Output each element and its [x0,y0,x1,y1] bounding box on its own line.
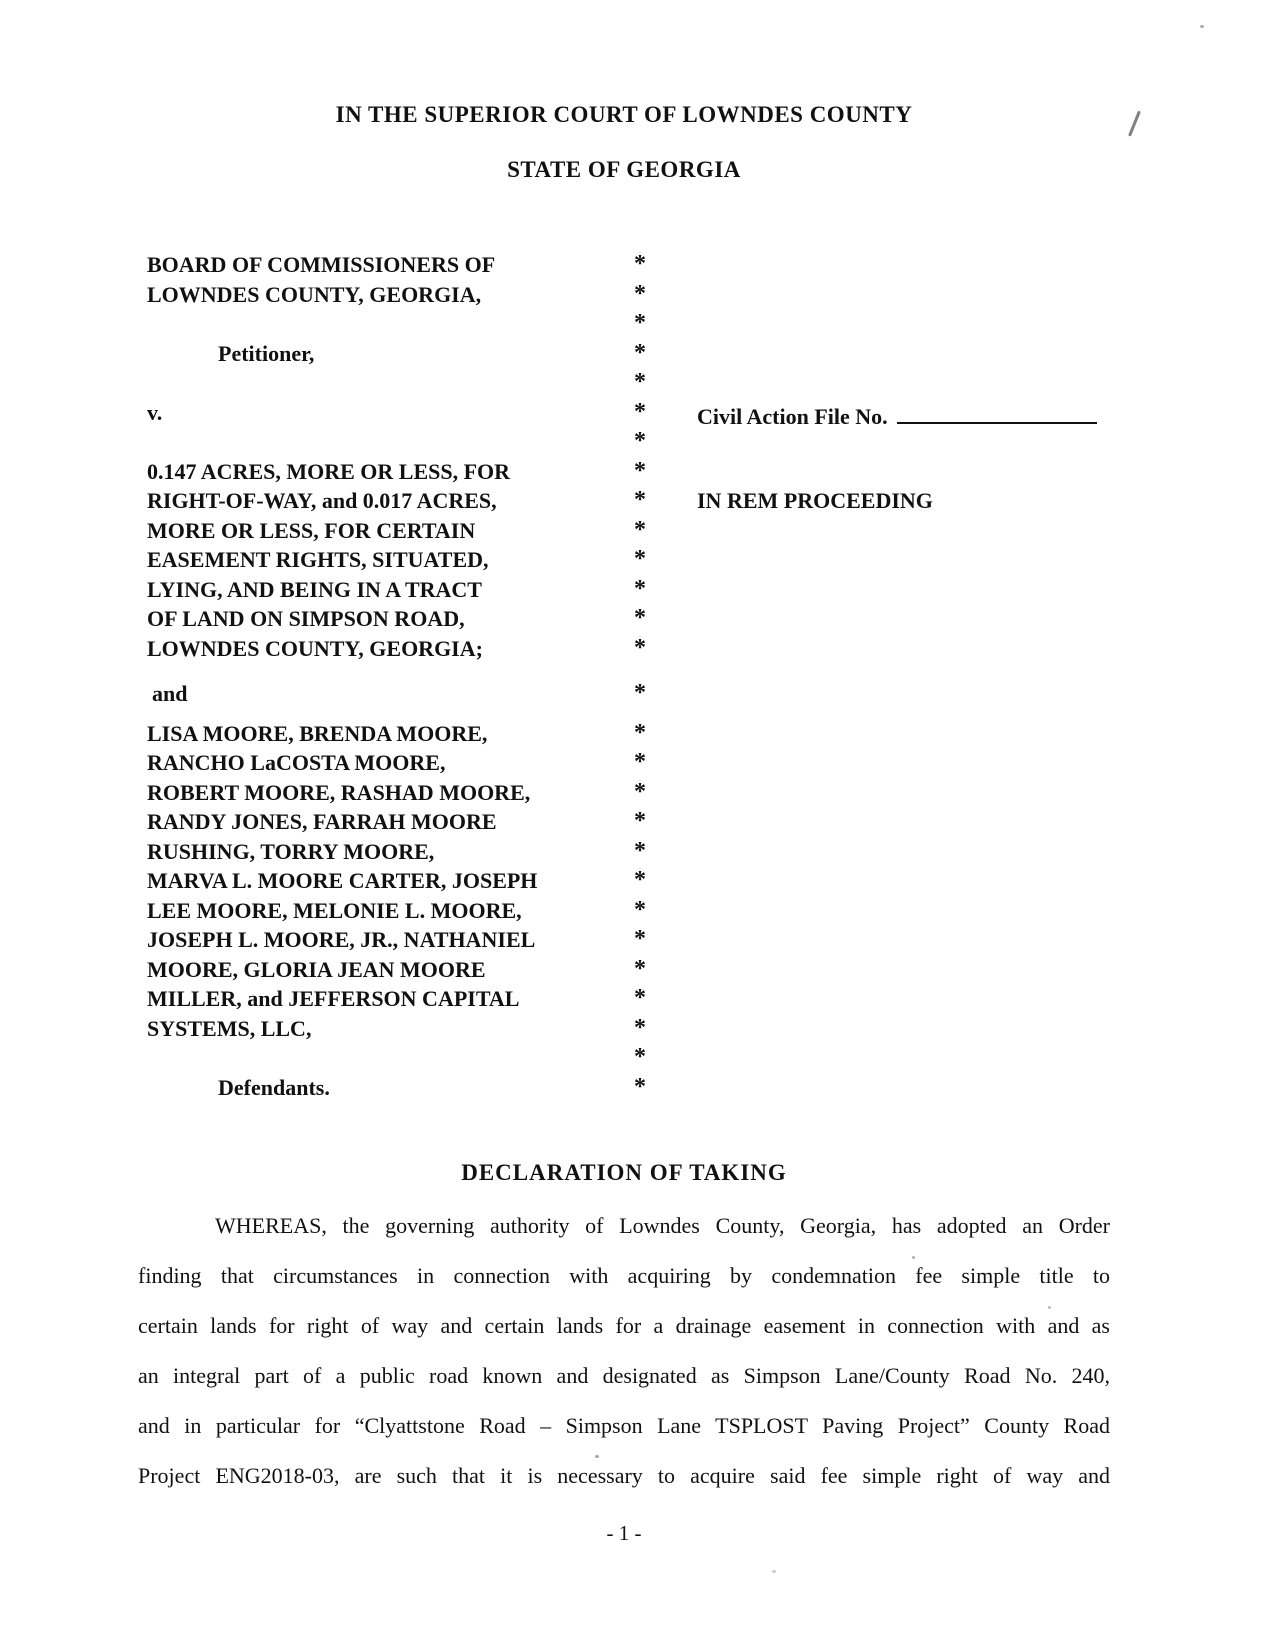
scan-slash-artifact [1128,111,1140,137]
caption-row [138,1014,1110,1044]
asterisk-separator: * [634,575,646,602]
caption-left-text: v. [147,399,163,425]
scan-speck-artifact [1200,25,1204,28]
asterisk-separator: * [634,339,646,366]
state-title: STATE OF GEORGIA [507,157,741,182]
paragraph-line: an integral part of a public road known and designated as Simpson Lane/County Road No. 240, [138,1363,1110,1388]
caption-right-text [660,778,1110,808]
caption-row [138,896,1110,926]
caption-right-text [660,719,1110,749]
caption-left-text [138,1043,620,1073]
asterisk-separator: * [634,896,646,923]
caption-left-text: LOWNDES COUNTY, GEORGIA, [147,281,482,307]
asterisk-separator: * [634,546,646,572]
caption-left-text: MORE OR LESS, FOR CERTAIN [147,517,476,543]
caption-left-text [138,427,620,457]
caption-right-text [660,807,1110,837]
caption-row [138,925,1110,955]
asterisk-separator: * [634,926,646,952]
caption-right-text [660,1043,1110,1073]
caption-left-text: RANCHO LaCOSTA MOORE, [147,750,446,775]
caption-right-text [660,984,1110,1014]
caption-row [138,545,1110,575]
caption-row [138,516,1110,546]
caption-row [138,837,1110,867]
caption-left-text: LOWNDES COUNTY, GEORGIA; [147,635,483,661]
caption-left-text: Petitioner, [218,340,315,366]
caption-right-text [660,309,1110,339]
caption-row [138,719,1110,749]
paragraph-line: certain lands for right of way and certain lands for a drainage easement in connection with and as [138,1313,1110,1338]
page-number: - 1 - [606,1521,642,1545]
caption-right-text [660,748,1110,778]
asterisk-separator: * [634,749,646,775]
caption-right-text [660,368,1110,398]
caption-right-text [660,545,1110,575]
asterisk-separator: * [634,778,646,805]
caption-row [138,486,1110,516]
asterisk-separator: * [634,680,646,706]
asterisk-separator: * [634,985,646,1011]
caption-left-text: RUSHING, TORRY MOORE, [147,838,435,864]
caption-row [138,575,1110,605]
paragraph-line: WHEREAS, the governing authority of Lowndes County, Georgia, has adopted an Order [215,1213,1110,1238]
civil-action-file-number-blank [897,398,1097,424]
paragraph-line: finding that circumstances in connection with acquiring by condemnation fee simple title to [138,1263,1110,1288]
caption-row [138,604,1110,634]
caption-row [138,778,1110,808]
caption-row [138,427,1110,457]
caption-left-text: and [152,681,188,706]
asterisk-separator: * [634,1073,646,1100]
caption-right-text [660,866,1110,896]
asterisk-separator: * [634,837,646,864]
page-content [138,0,1110,1651]
asterisk-separator: * [634,310,646,336]
caption-left-text: Defendants. [218,1074,330,1100]
scan-speck-artifact [912,1256,915,1259]
caption-row [138,984,1110,1014]
scan-speck-artifact [1048,1306,1051,1309]
asterisk-separator: * [634,955,646,982]
caption-row [138,748,1110,778]
caption-right-text [660,837,1110,867]
caption-left-text: MILLER, and JEFFERSON CAPITAL [147,986,520,1011]
caption-left-text: ROBERT MOORE, RASHAD MOORE, [147,779,531,805]
caption-right-text [660,679,1110,709]
caption-right-text [660,604,1110,634]
caption-left-text: LYING, AND BEING IN A TRACT [147,576,482,602]
caption-row [138,250,1110,280]
asterisk-separator: * [634,457,646,484]
case-caption [138,250,1110,1102]
caption-row [138,955,1110,985]
caption-left-text: LISA MOORE, BRENDA MOORE, [147,720,488,746]
asterisk-separator: * [634,369,646,395]
caption-right-text [660,575,1110,605]
caption-right-text [660,896,1110,926]
caption-left-text: 0.147 ACRES, MORE OR LESS, FOR [147,458,511,484]
asterisk-separator: * [634,719,646,746]
body-paragraph [138,1201,1110,1501]
caption-right-text [660,1073,1110,1103]
caption-right-text [660,634,1110,664]
asterisk-separator: * [634,487,646,513]
asterisk-separator: * [634,1014,646,1041]
caption-left-text: OF LAND ON SIMPSON ROAD, [147,606,465,631]
paragraph-line: and in particular for “Clyattstone Road – Simpson Lane TSPLOST Paving Project” County Road [138,1413,1110,1438]
caption-row [138,309,1110,339]
caption-right-text: Civil Action File No. [660,398,1110,428]
caption-left-text: SYSTEMS, LLC, [147,1015,312,1041]
caption-row [138,1043,1110,1073]
caption-left-text: JOSEPH L. MOORE, JR., NATHANIEL [147,927,536,952]
caption-row [138,457,1110,487]
asterisk-separator: * [634,634,646,661]
asterisk-separator: * [634,605,646,631]
caption-left-text [138,309,620,339]
caption-right-text [660,1014,1110,1044]
document-title: DECLARATION OF TAKING [461,1160,787,1185]
asterisk-separator: * [634,867,646,893]
caption-left-text: MOORE, GLORIA JEAN MOORE [147,956,486,982]
asterisk-separator: * [634,398,646,425]
caption-left-text [138,368,620,398]
caption-row [138,866,1110,896]
caption-row [138,339,1110,369]
caption-right-text [660,457,1110,487]
caption-right-text [660,250,1110,280]
asterisk-separator: * [634,1044,646,1070]
caption-left-text: MARVA L. MOORE CARTER, JOSEPH [147,868,538,893]
caption-left-text: BOARD OF COMMISSIONERS OF [147,252,496,277]
caption-right-text [660,339,1110,369]
caption-row [138,368,1110,398]
caption-right-text: IN REM PROCEEDING [697,488,933,513]
caption-row [138,1073,1110,1103]
caption-row [138,280,1110,310]
asterisk-separator: * [634,428,646,454]
caption-right-text [660,427,1110,457]
caption-row [138,679,1110,709]
caption-left-text: RIGHT-OF-WAY, and 0.017 ACRES, [147,488,497,513]
scan-speck-artifact [595,1455,599,1458]
asterisk-separator: * [634,251,646,277]
caption-row [138,807,1110,837]
asterisk-separator: * [634,808,646,834]
caption-right-text [660,280,1110,310]
caption-row [138,634,1110,664]
caption-right-text [660,925,1110,955]
asterisk-separator: * [634,280,646,307]
court-title: IN THE SUPERIOR COURT OF LOWNDES COUNTY [335,102,913,127]
caption-left-text: LEE MOORE, MELONIE L. MOORE, [147,897,522,923]
scan-speck-artifact [772,1570,776,1573]
caption-left-text: EASEMENT RIGHTS, SITUATED, [147,547,489,572]
caption-row [138,398,1110,428]
asterisk-separator: * [634,516,646,543]
caption-right-text [660,516,1110,546]
caption-left-text: RANDY JONES, FARRAH MOORE [147,809,497,834]
paragraph-line: Project ENG2018-03, are such that it is necessary to acquire said fee simple right of way and [138,1463,1110,1488]
caption-right-text [660,955,1110,985]
